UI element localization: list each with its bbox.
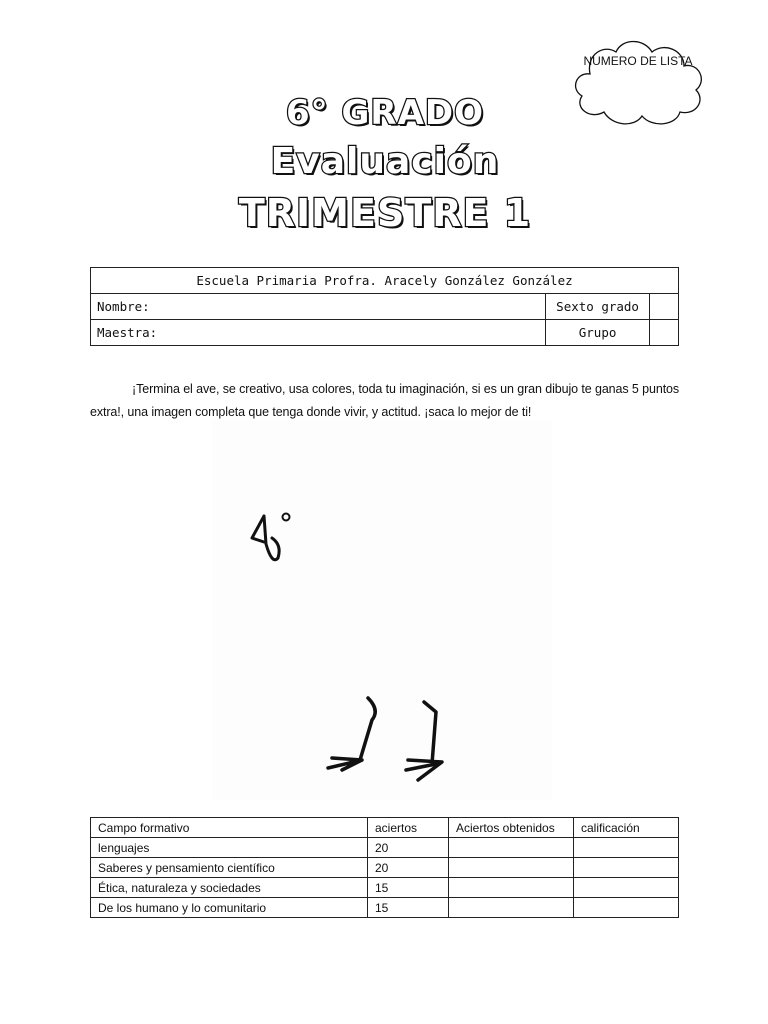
row-aciertos: 15 [368,878,449,898]
title-grade: 6° GRADO [285,93,485,133]
row-campo: Saberes y pensamiento científico [91,858,368,878]
header-calificacion: calificación [574,818,679,838]
scores-header-row [91,818,679,838]
list-number-label: NUMERO DE LISTA [583,54,693,68]
bird-beak [252,516,279,560]
row-campo: De los humano y lo comunitario [91,898,368,918]
group-label: Grupo [546,320,650,346]
header-campo: Campo formativo [91,818,368,838]
cloud-shape [568,34,708,132]
name-field[interactable]: Nombre: [91,294,546,320]
bird-sketch [212,420,552,800]
bird-left-leg [328,698,375,770]
row-calificacion[interactable] [574,858,679,878]
header-obtenidos: Aciertos obtenidos [449,818,574,838]
row-obtenidos[interactable] [449,878,574,898]
title-evaluation: Evaluación [270,141,500,182]
bird-eye [283,514,290,521]
row-aciertos: 15 [368,898,449,918]
row-campo: lenguajes [91,838,368,858]
table-row [91,898,679,918]
page-title [230,88,540,235]
scores-table [90,817,679,918]
teacher-field[interactable]: Maestra: [91,320,546,346]
table-row [91,838,679,858]
bird-right-leg [406,702,442,780]
grade-label: Sexto grado [546,294,650,320]
drawing-area[interactable] [212,420,552,800]
list-number-cloud [568,34,708,132]
school-name: Escuela Primaria Profra. Aracely González González [91,268,679,294]
row-obtenidos[interactable] [449,858,574,878]
row-campo: Ética, naturaleza y sociedades [91,878,368,898]
row-obtenidos[interactable] [449,898,574,918]
row-calificacion[interactable] [574,878,679,898]
row-calificacion[interactable] [574,898,679,918]
student-info-table [90,267,679,346]
row-aciertos: 20 [368,838,449,858]
grade-box[interactable] [649,294,678,320]
row-obtenidos[interactable] [449,838,574,858]
row-calificacion[interactable] [574,838,679,858]
title-trimester: TRIMESTRE 1 [238,191,532,235]
row-aciertos: 20 [368,858,449,878]
table-row [91,878,679,898]
instructions [90,378,680,424]
header-aciertos: aciertos [368,818,449,838]
table-row [91,858,679,878]
instructions-text: ¡Termina el ave, se creativo, usa colores, toda tu imaginación, si es un gran dibujo te ganas 5 puntos extra!, una imagen completa que tenga donde vivir, y actitud. ¡saca lo mejor de ti! [90,382,680,419]
group-box[interactable] [649,320,678,346]
